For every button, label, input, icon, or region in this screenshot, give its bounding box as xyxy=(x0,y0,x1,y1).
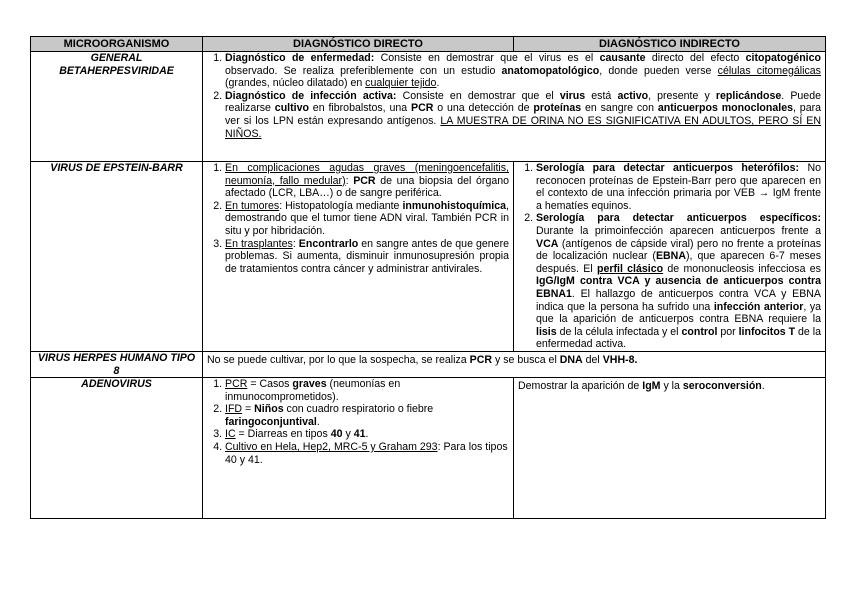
general-item-2: 2. Diagnóstico de infección activa: Consiste en demostrar que el virus está activo, presente y replicándose. Puede realizarse cultivo en fibrobalstos, una PCR o una detección de proteínas en sangre con anticuerpos monoclonales, para ver si los LPN están expresando antígenos. LA MUESTRA DE ORINA NO ES SIGNIFICATIVA EN ADULTOS, PERO SÍ EN NIÑOS. xyxy=(225,90,821,140)
diagnosis-table xyxy=(30,36,826,519)
hhv8-diagnosis: No se puede cultivar, por lo que la sospecha, se realiza PCR y se busca el DNA del VHH-8. xyxy=(203,351,826,377)
general-diagnosis xyxy=(203,52,826,162)
general-item-1: 1. Diagnóstico de enfermedad: Consiste en demostrar que el virus es el causante directo del efecto citopatogénico observado. Se realiza preferiblemente con un estudio anatomopatológico, donde pueden verse células citomegálicas (grandes, núcleo dilatado) en cualquier tejido. xyxy=(225,52,821,90)
adeno-direct-4: 4. Cultivo en Hela, Hep2, MRC-5 y Graham 293: Para los tipos 40 y 41. xyxy=(225,441,509,466)
row-general xyxy=(31,52,826,162)
adeno-direct-3: 3. IC = Diarreas en tipos 40 y 41. xyxy=(225,428,509,441)
organism-general: GENERAL BETAHERPESVIRIDAE xyxy=(31,52,203,162)
adeno-direct-1: 1. PCR = Casos graves (neumonías en inmunocomprometidos). xyxy=(225,378,509,403)
ebv-direct-1: 1. En complicaciones agudas graves (meningoencefalitis, neumonía, fallo medular): PCR de una biopsia del órgano afectado (LCR, LBA…) o de sangre periférica. xyxy=(225,162,509,200)
header-diagnostico-directo: DIAGNÓSTICO DIRECTO xyxy=(203,37,514,52)
adeno-direct-2: 2. IFD = Niños con cuadro respiratorio o fiebre faringoconjuntival. xyxy=(225,403,509,428)
ebv-indirect-2: 2. Serología para detectar anticuerpos específicos: Durante la primoinfección aparecen anticuerpos frente a VCA (antígenos de cápside viral) pero no frente a proteínas de localización nuclear (EBNA), que aparecen 6-7 meses después. El perfil clásico de mononucleosis infecciosa es IgG/IgM contra VCA y ausencia de anticuerpos contra EBNA1. El hallazgo de anticuerpos contra VCA y EBNA indica que la persona ha sufrido una infección anterior, ya que la aparición de anticuerpos contra EBNA requiere la lisis de la célula infectada y el control por linfocitos T de la enfermedad activa. xyxy=(536,212,821,351)
adeno-direct xyxy=(203,378,514,519)
organism-adenovirus: ADENOVIRUS xyxy=(31,378,203,519)
ebv-indirect xyxy=(514,162,826,352)
adeno-indirect: Demostrar la aparición de IgM y la seroconversión. xyxy=(514,378,826,519)
organism-ebv: VIRUS DE EPSTEIN-BARR xyxy=(31,162,203,352)
ebv-direct-3: 3. En trasplantes: Encontrarlo en sangre antes de que genere problemas. Si aumenta, disminuir inmunosupresión propia de tratamientos contra cáncer y administrar antivirales. xyxy=(225,238,509,276)
ebv-direct xyxy=(203,162,514,352)
header-microorganismo: MICROORGANISMO xyxy=(31,37,203,52)
header-diagnostico-indirecto: DIAGNÓSTICO INDIRECTO xyxy=(514,37,826,52)
row-ebv xyxy=(31,162,826,352)
ebv-direct-2: 2. En tumores: Histopatología mediante inmunohistoquímica, demostrando que el tumor tiene ADN viral. También PCR in situ y por hibridación. xyxy=(225,200,509,238)
header-row xyxy=(31,37,826,52)
organism-hhv8: VIRUS HERPES HUMANO TIPO 8 xyxy=(31,351,203,377)
row-adenovirus xyxy=(31,378,826,519)
row-hhv8 xyxy=(31,351,826,377)
ebv-indirect-1: 1. Serología para detectar anticuerpos heterófilos: No reconocen proteínas de Epstein-Barr pero que aparecen en el contexto de una infección primaria por VEB → IgM frente a hematíes equinos. xyxy=(536,162,821,212)
